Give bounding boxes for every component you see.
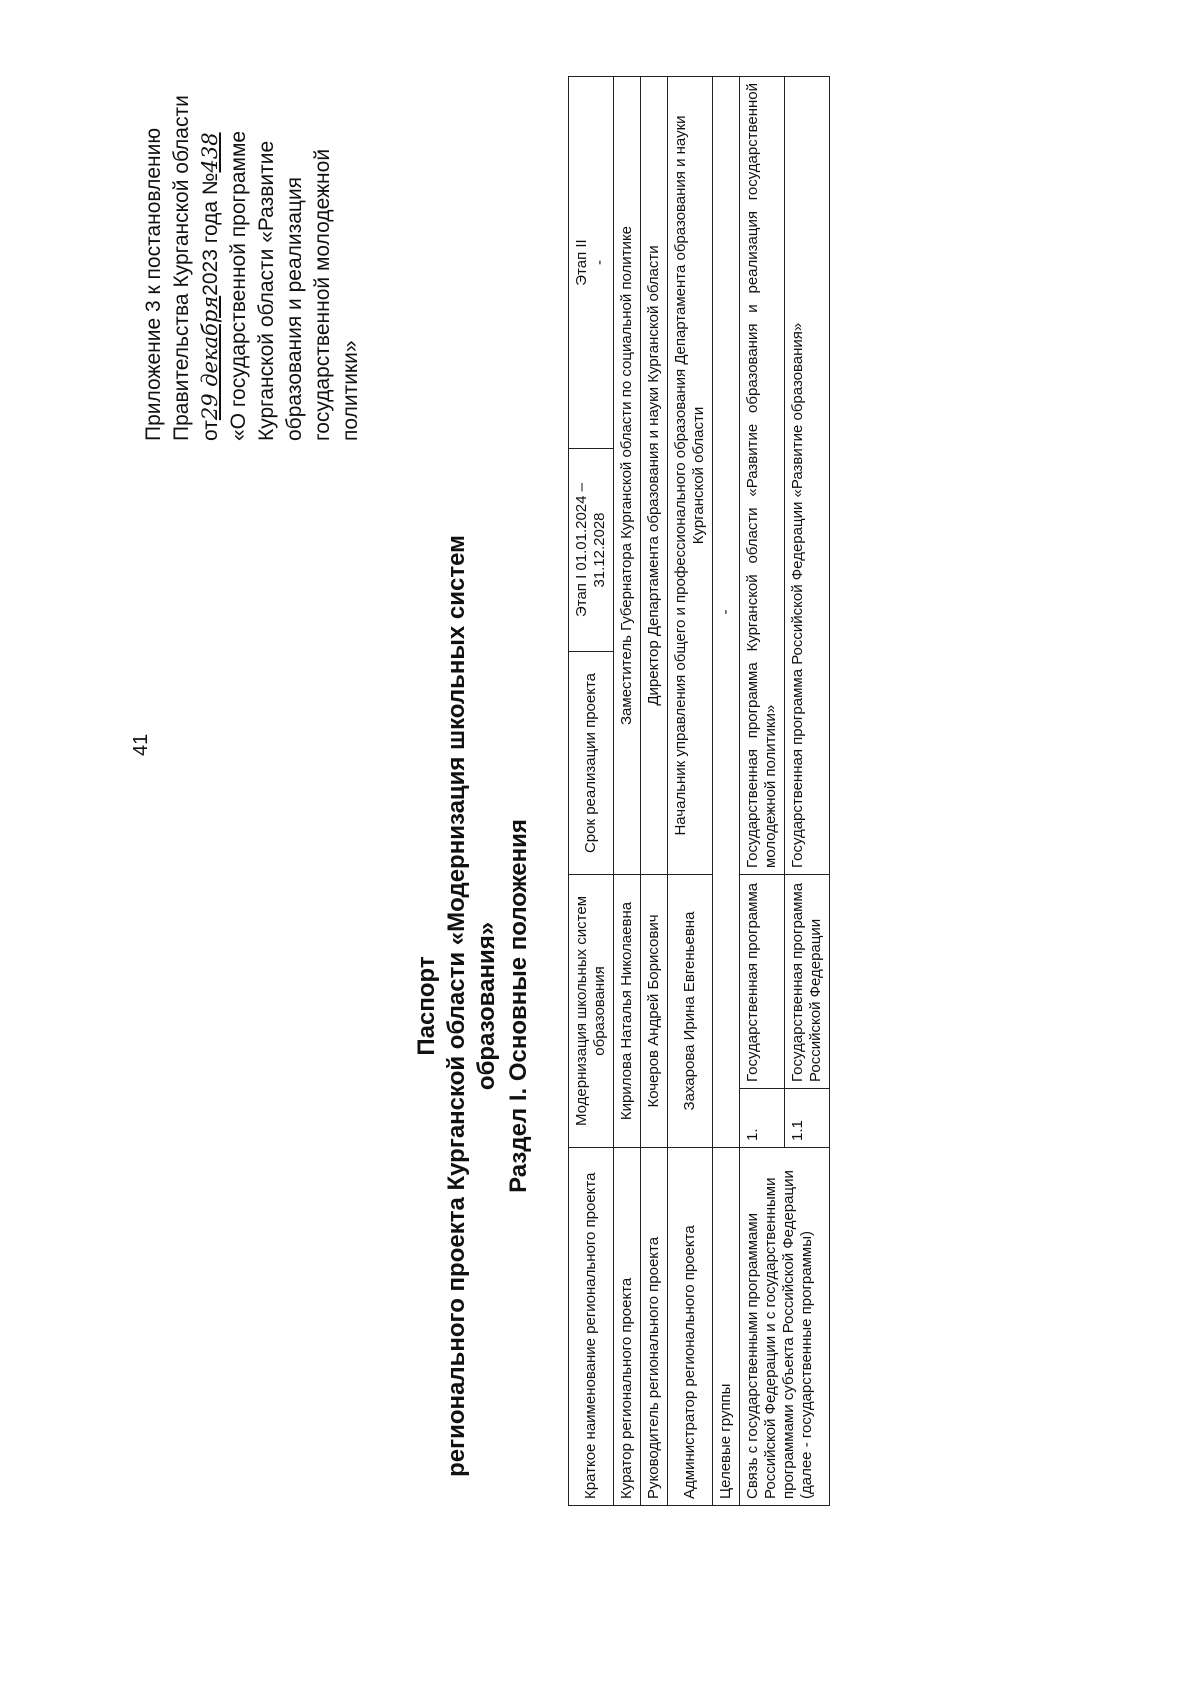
stage-2-title: Этап II: [573, 239, 590, 286]
appendix-line: «О государственной программе: [227, 130, 250, 441]
table-row-target-groups: [713, 77, 740, 1506]
administrator-position: Начальник управления общего и профессионального образования Департамента образования и науки Курганской области: [668, 77, 713, 875]
title-line-2: регионального проекта Курганской области «Модернизация школьных систем образования»: [443, 535, 500, 1477]
row-label: Связь с государственными программами Российской Федерации и с государственными программами субъекта Российской Федерации (далее - государственные программы): [740, 1148, 830, 1506]
appendix-line: Приложение 3 к постановлению: [142, 127, 165, 441]
appendix-line: образования и реализация: [283, 176, 306, 441]
program-value: Государственная программа Курганской области «Развитие образования и реализация государственной молодежной политики»: [740, 77, 785, 875]
curator-name: Кирилова Наталья Николаевна: [614, 875, 641, 1148]
appendix-date-prefix: от: [199, 420, 222, 441]
page-number: 41: [130, 733, 152, 756]
row-label: Администратор регионального проекта: [668, 1148, 713, 1506]
appendix-note: [140, 21, 365, 441]
handwritten-date: 29 декабря: [198, 295, 222, 421]
curator-position: Заместитель Губернатора Курганской области по социальной политике: [614, 77, 641, 875]
target-groups-value: -: [713, 77, 740, 1148]
project-short-name: Модернизация школьных систем образования: [569, 875, 614, 1148]
term-label: Срок реализации проекта: [569, 652, 614, 875]
appendix-date-line: [196, 21, 225, 441]
appendix-line: Курганской области «Развитие: [255, 140, 278, 441]
appendix-date-mid: 2023 года №: [199, 172, 222, 296]
passport-table: [568, 76, 830, 1506]
appendix-line: Правительства Курганской области: [170, 95, 193, 441]
handwritten-number: 438: [198, 132, 222, 173]
appendix-line: государственной молодежной: [311, 148, 334, 441]
row-label: Руководитель регионального проекта: [641, 1148, 668, 1506]
program-number: 1.: [740, 1088, 785, 1147]
row-label: Куратор регионального проекта: [614, 1148, 641, 1506]
table-row-curator: [614, 77, 641, 1506]
program-type: Государственная программа: [740, 875, 785, 1089]
table-row-administrator: [668, 77, 713, 1506]
row-label: Целевые группы: [713, 1148, 740, 1506]
stage-2: [569, 77, 614, 449]
appendix-line: политики»: [339, 340, 362, 441]
administrator-name: Захарова Ирина Евгеньевна: [668, 875, 713, 1148]
table-row-programs: [740, 77, 785, 1506]
table-row-head: [641, 77, 668, 1506]
head-position: Директор Департамента образования и науки Курганской области: [641, 77, 668, 875]
program-number: 1.1: [785, 1088, 830, 1147]
row-label: Краткое наименование регионального проекта: [569, 1148, 614, 1506]
program-type: Государственная программа Российской Федерации: [785, 875, 830, 1089]
title-line-1: Паспорт: [413, 956, 440, 1056]
section-title: Раздел I. Основные положения: [505, 819, 532, 1193]
program-value: Государственная программа Российской Федерации «Развитие образования»: [785, 77, 830, 875]
table-row-short-name: [569, 77, 614, 1506]
stage-1: Этап I 01.01.2024 – 31.12.2028: [569, 449, 614, 652]
stage-2-value: -: [591, 260, 608, 265]
head-name: Кочеров Андрей Борисович: [641, 875, 668, 1148]
document-title: [412, 466, 502, 1546]
